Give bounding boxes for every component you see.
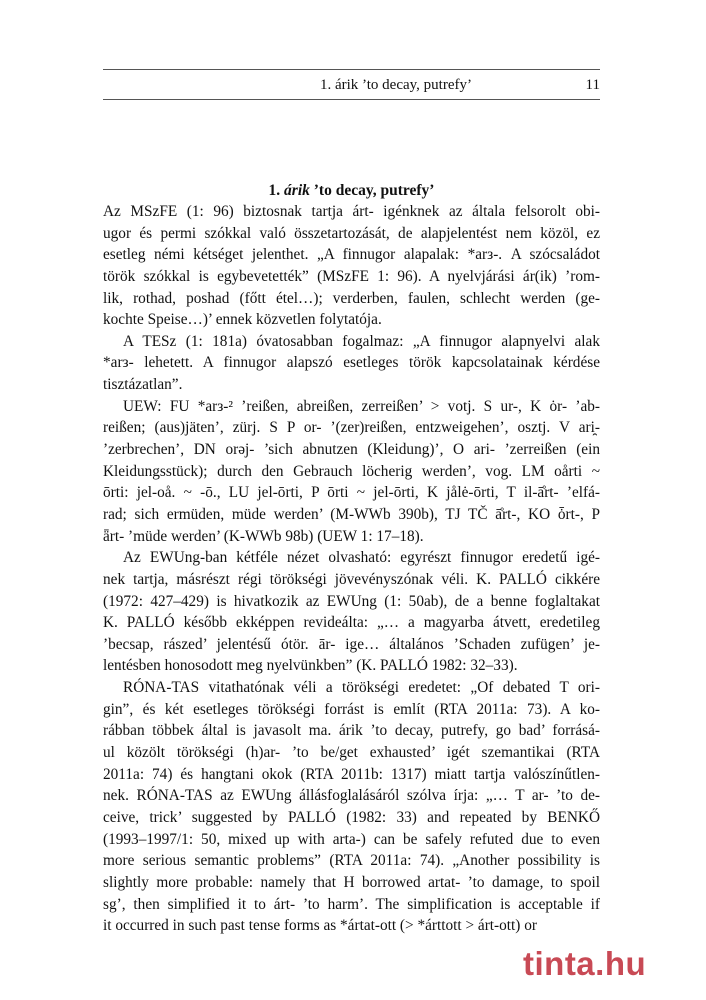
text-line: török szókkal is egybevetették” (MSzFE 1: 96). A nyelvjárási ár(ik) ’rom- [103, 267, 600, 285]
paragraph [103, 331, 600, 396]
text-line: (1972: 427–429) is hivatkozik az EWUng (1: 50ab), de a benne foglaltakat [103, 592, 600, 610]
watermark-logo: tinta.hu [523, 945, 647, 982]
text-line: Kleidungsstück); durch den Gebrauch löcherig werden’, vog. LM oårti ~ [103, 462, 600, 480]
text-line: lik, rothad, poshad (főtt étel…); verderben, faulen, schlecht werden (ge- [103, 289, 600, 307]
running-head [103, 75, 600, 95]
text-line: nek. RÓNA-TAS az EWUng állásfoglalásáról szólva írja: „… T ar- ’to de- [103, 787, 600, 805]
text-line: ul közölt törökségi (h)ar- ’to be/get exhausted’ igét szemantikai (RTA [103, 744, 600, 762]
text-line: kochte Speise…)’ ennek közvetlen folytatója. [103, 311, 382, 329]
body-text [103, 201, 600, 937]
paragraph [103, 396, 600, 547]
text-line: ’zerbrechen’, DN orəj- ’sich abnutzen (Kleidung)’, O ari- ’zerreißen (ein [103, 441, 600, 459]
text-line: slightly more probable: namely that H borrowed artat- ’to damage, to spoil [103, 873, 600, 891]
text-line: ōrti: jel-oå. ~ -ō., LU jel-ōrti, P ōrti ~ jel-ōrti, K jålė-ōrti, T il-ā̊rt- ’elfá- [103, 484, 600, 502]
header-rule-bottom [103, 99, 600, 100]
text-line: tisztázatlan”. [103, 376, 183, 394]
text-line: rad; sich ermüden, müde werden’ (M-WWb 390b), TJ TČ ā̊rt-, KO ȱrt-, P [103, 505, 600, 523]
paragraph [103, 547, 600, 677]
text-line: esetleg némi kétséget jelenthet. „A finnugor alapalak: *arз-. A szócsaládot [103, 246, 600, 264]
paragraph [103, 201, 600, 331]
text-line: K. PALLÓ később ekképpen revideálta: „… a magyarba átvett, eredetileg [103, 614, 600, 632]
header-rule-top [103, 69, 600, 70]
text-line: nek tartja, másrészt régi törökségi jövevényszónak véli. K. PALLÓ cikkére [103, 570, 600, 588]
text-line: 2011a: 74) és hangtani okok (RTA 2011b: 1317) miatt tartja valószínűtlen- [103, 765, 600, 783]
text-line: Az EWUng-ban kétféle nézet olvasható: egyrészt finnugor eredetű igé- [123, 549, 600, 567]
paragraph [103, 677, 600, 937]
text-line: ugor és permi szókkal való összetartozását, de alapjelentést nem közöl, ez [103, 224, 600, 242]
text-line: *arз- lehetett. A finnugor alapszó esetleges török kapcsolatainak kérdése [103, 354, 600, 372]
text-line: lentésben honosodott meg nyelvünkben” (K. PALLÓ 1982: 32–33). [103, 657, 518, 675]
running-title: 1. árik ’to decay, putrefy’ [319, 77, 472, 93]
page-number: 11 [585, 77, 600, 93]
text-line: ǟrt- ’müde werden’ (K-WWb 98b) (UEW 1: 17–18). [103, 527, 424, 545]
text-line: (1993–1997/1: 50, mixed up with arta-) can be safely refuted due to even [103, 830, 600, 848]
text-line: ceive, trick’ suggested by PALLÓ (1982: 33) and repeated by BENKŐ [103, 808, 600, 826]
text-line: more serious semantic problems” (RTA 2011a: 74). „Another possibility is [103, 852, 600, 870]
section-title-number: 1. [268, 182, 281, 199]
section-title-gloss: ’to decay, putrefy’ [313, 182, 435, 199]
text-line: sg’, then simplified it to árt- ’to harm’. The simplification is acceptable if [103, 895, 600, 913]
text-line: gin”, és két esetleges törökségi forrást is említ (RTA 2011a: 73). A ko- [103, 700, 600, 718]
text-line: RÓNA-TAS vitathatónak véli a törökségi eredetet: „Of debated T ori- [123, 679, 600, 697]
text-line: reißen; (aus)jäten’, zürj. S P or- ’(zer)reißen, entzweigehen’, osztj. V ari̯- [103, 419, 600, 437]
section-title-word: árik [284, 182, 310, 199]
text-line: it occurred in such past tense forms as *ártat-ott (> *árttott > árt-ott) or [103, 917, 537, 935]
text-line: rábban többek által is javasolt ma. árik ’to decay, putrefy, go bad’ forrásá- [103, 722, 600, 740]
section-title [103, 180, 600, 202]
text-line: UEW: FU *arз-² ’reißen, abreißen, zerreißen’ > votj. S ur-, K ȯr- ’ab- [123, 397, 600, 415]
text-line: ’becsap, rászed’ jelentésű ótör. ār- ige… általános ’Schaden zufügen’ je- [103, 635, 600, 653]
text-line: Az MSzFE (1: 96) biztosnak tartja árt- igénknek az általa felsorolt obi- [103, 203, 600, 220]
text-line: A TESz (1: 181a) óvatosabban fogalmaz: „A finnugor alapnyelvi alak [123, 332, 600, 350]
